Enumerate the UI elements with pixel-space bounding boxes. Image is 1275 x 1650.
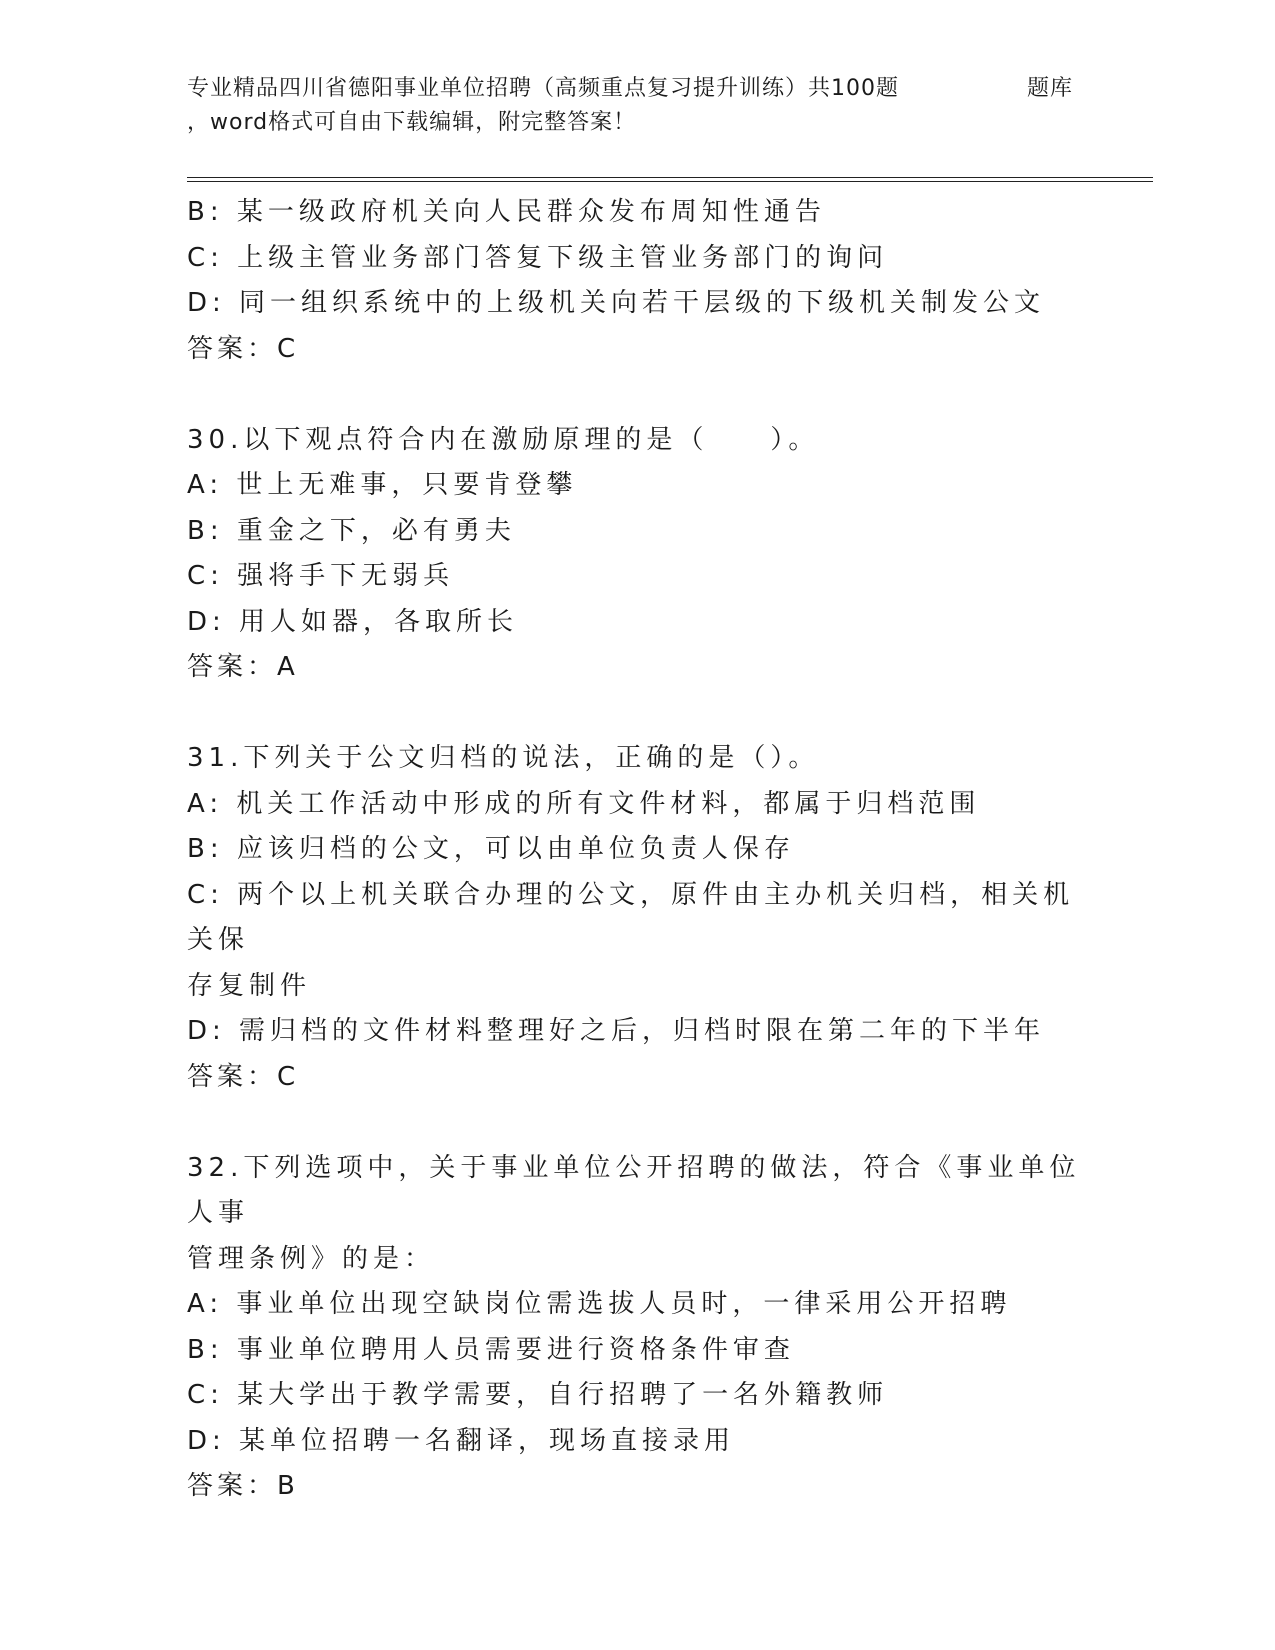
- option-d: D: 用人如器，各取所长: [187, 606, 519, 637]
- option-c: C: 两个以上机关联合办理的公文，原件由主办机关归档，相关机关保: [187, 879, 1075, 955]
- question-text-continued: 管理条例》的是：: [187, 1243, 436, 1274]
- question-31: [187, 736, 1087, 1100]
- option-a: A: 事业单位出现空缺岗位需选拔人员时，一律采用公开招聘: [187, 1289, 1012, 1319]
- option-b: B: 重金之下，必有勇夫: [187, 515, 516, 546]
- spacer: [187, 372, 1087, 418]
- answer: 答案：C: [187, 1061, 300, 1092]
- header-tag: 题库: [1027, 76, 1074, 101]
- header-subtitle: ，word格式可自由下载编辑，附完整答案！: [187, 110, 637, 135]
- question-text: 32.下列选项中，关于事业单位公开招聘的做法，符合《事业单位人事: [187, 1152, 1081, 1228]
- option-d: D: 某单位招聘一名翻译，现场直接录用: [187, 1425, 736, 1456]
- option-c: C: 某大学出于教学需要，自行招聘了一名外籍教师: [187, 1380, 889, 1410]
- question-29: [187, 190, 1087, 372]
- question-text: 30.以下观点符合内在激励原理的是（ ）。: [187, 424, 820, 455]
- option-d: D: 同一组织系统中的上级机关向若干层级的下级机关制发公文: [187, 288, 1046, 318]
- answer: 答案：C: [187, 333, 300, 364]
- option-c: C: 上级主管业务部门答复下级主管业务部门的询问: [187, 242, 889, 273]
- question-32: [187, 1146, 1087, 1510]
- question-30: [187, 418, 1087, 691]
- header-rule-bottom: [187, 181, 1153, 182]
- option-b: B: 某一级政府机关向人民群众发布周知性通告: [187, 197, 826, 227]
- option-c-continued: 存复制件: [187, 970, 312, 1001]
- spacer: [187, 691, 1087, 737]
- option-c: C: 强将手下无弱兵: [187, 561, 455, 591]
- header-rule-top: [187, 177, 1153, 178]
- answer: 答案：B: [187, 1471, 299, 1501]
- option-b: B: 事业单位聘用人员需要进行资格条件审查: [187, 1334, 795, 1365]
- option-b: B: 应该归档的公文，可以由单位负责人保存: [187, 834, 795, 864]
- option-a: A: 世上无难事，只要肯登攀: [187, 470, 578, 500]
- answer: 答案：A: [187, 652, 299, 682]
- question-text: 31.下列关于公文归档的说法，正确的是（）。: [187, 743, 820, 773]
- option-d: D: 需归档的文件材料整理好之后，归档时限在第二年的下半年: [187, 1016, 1046, 1046]
- header-title: 专业精品四川省德阳事业单位招聘（高频重点复习提升训练）共100题: [187, 76, 899, 101]
- document-body: [187, 190, 1087, 1510]
- spacer: [187, 1100, 1087, 1146]
- option-a: A: 机关工作活动中形成的所有文件材料，都属于归档范围: [187, 788, 981, 819]
- page-header: [187, 72, 1087, 140]
